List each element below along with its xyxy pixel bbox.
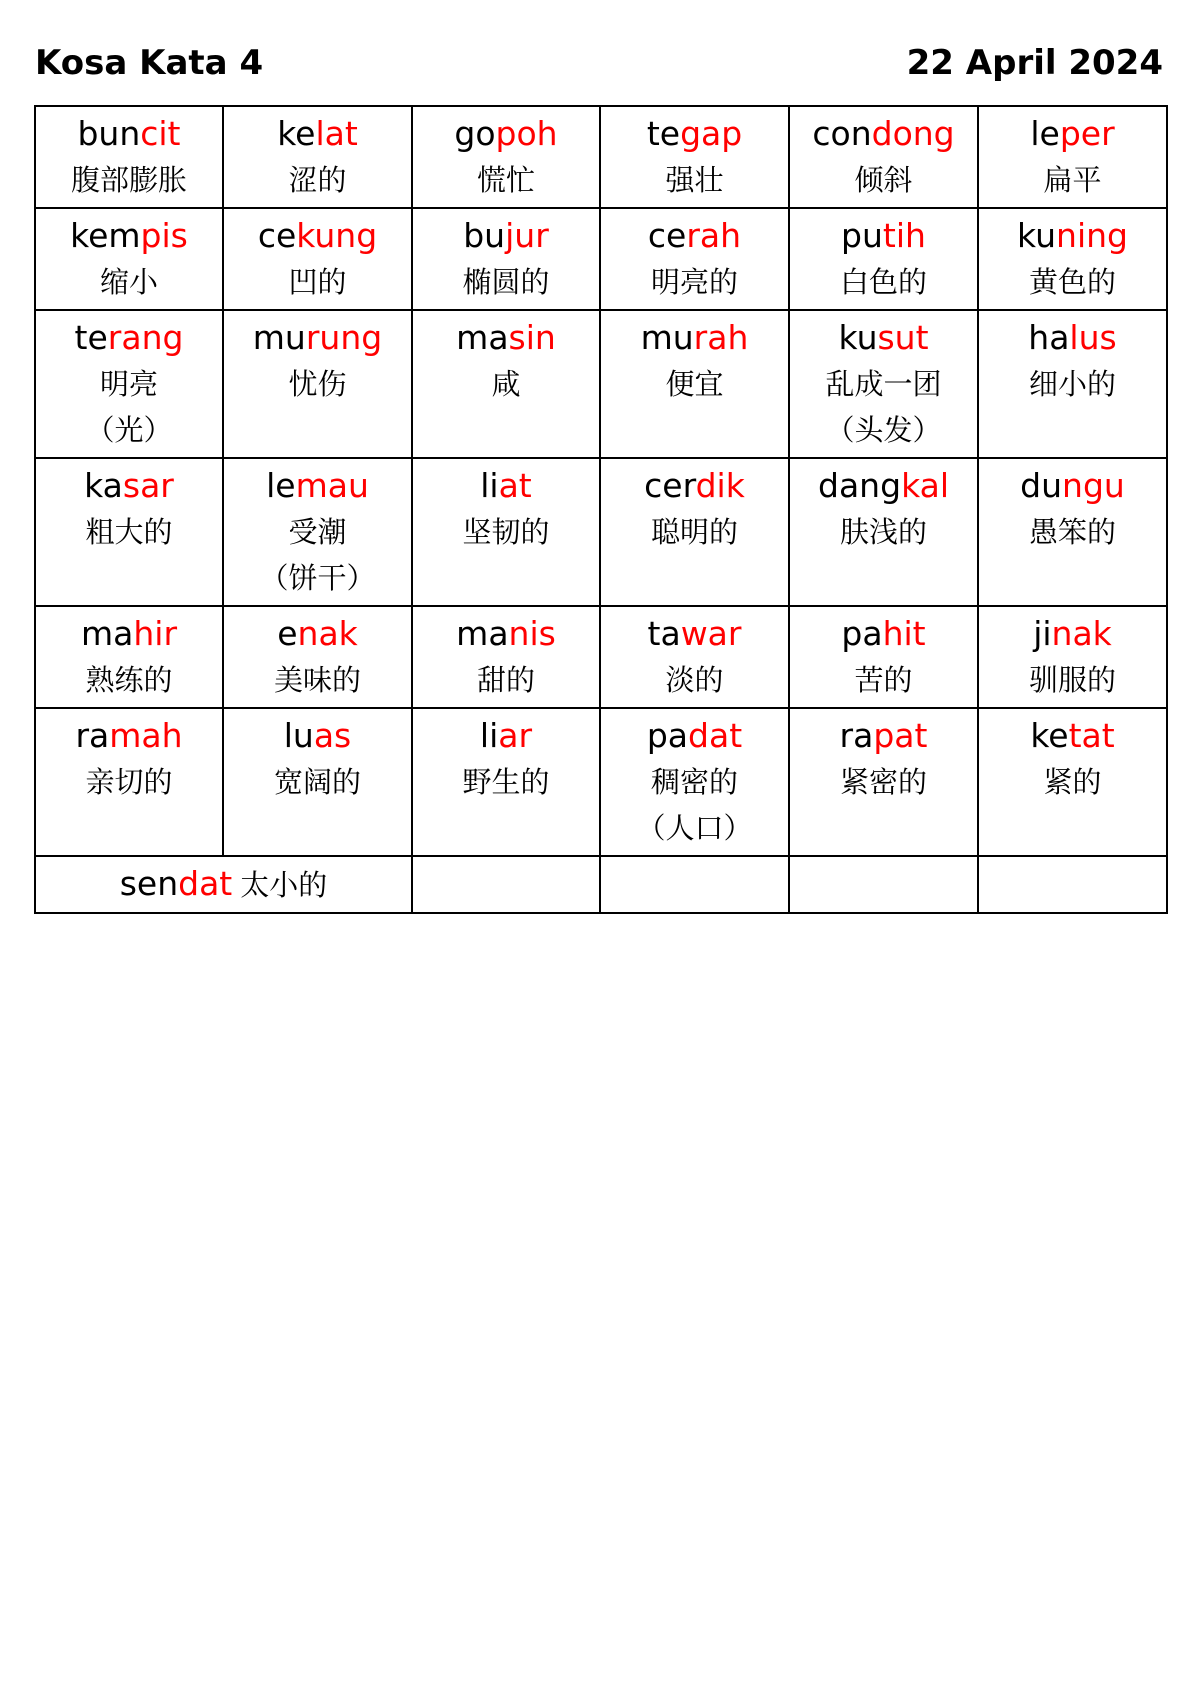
word-prefix: ku bbox=[1017, 216, 1057, 255]
malay-word bbox=[38, 213, 220, 259]
malay-word bbox=[603, 315, 786, 361]
vocab-cell-wide bbox=[35, 856, 412, 913]
malay-word bbox=[415, 713, 597, 759]
chinese-meaning: 涩的 bbox=[288, 163, 347, 197]
word-prefix: mu bbox=[640, 318, 694, 357]
malay-word bbox=[981, 213, 1164, 259]
word-prefix: li bbox=[479, 716, 499, 755]
malay-word bbox=[981, 611, 1164, 657]
chinese-meaning: 黄色的 bbox=[1028, 265, 1116, 299]
vocab-cell bbox=[412, 458, 600, 606]
malay-word bbox=[226, 111, 409, 157]
word-highlight: dik bbox=[695, 466, 745, 505]
chinese-meaning: 受潮 bbox=[288, 515, 347, 549]
page-title: Kosa Kata 4 bbox=[35, 43, 264, 83]
malay-word bbox=[226, 315, 409, 361]
vocab-cell bbox=[35, 106, 223, 208]
malay-word bbox=[603, 463, 786, 509]
malay-word bbox=[415, 611, 597, 657]
malay-word bbox=[415, 213, 597, 259]
vocab-cell bbox=[978, 208, 1167, 310]
word-prefix: e bbox=[277, 614, 298, 653]
vocab-cell bbox=[35, 708, 223, 856]
word-highlight: dat bbox=[688, 716, 743, 755]
malay-word bbox=[226, 611, 409, 657]
word-highlight: at bbox=[498, 466, 532, 505]
word-highlight: rah bbox=[686, 216, 742, 255]
malay-word bbox=[38, 463, 220, 509]
vocab-cell bbox=[789, 106, 978, 208]
word-prefix: ke bbox=[277, 114, 316, 153]
malay-word bbox=[792, 463, 975, 509]
malay-word bbox=[981, 713, 1164, 759]
word-highlight: hir bbox=[133, 614, 178, 653]
chinese-meaning: 乱成一团 bbox=[825, 367, 942, 401]
word-prefix: bun bbox=[77, 114, 141, 153]
malay-word bbox=[792, 713, 975, 759]
vocabulary-table bbox=[34, 105, 1168, 914]
word-prefix: ma bbox=[80, 614, 134, 653]
vocab-cell bbox=[223, 606, 412, 708]
table-row bbox=[35, 208, 1167, 310]
word-prefix: li bbox=[480, 466, 499, 505]
empty-cell bbox=[600, 856, 789, 913]
word-highlight: dong bbox=[871, 114, 955, 153]
vocab-cell bbox=[35, 458, 223, 606]
word-highlight: sin bbox=[508, 318, 556, 357]
table-row bbox=[35, 458, 1167, 606]
chinese-meaning: 宽阔的 bbox=[273, 765, 361, 799]
word-prefix: ra bbox=[75, 716, 110, 755]
meaning-note: （头发） bbox=[825, 413, 942, 447]
word-prefix: dang bbox=[818, 466, 902, 505]
vocab-cell bbox=[600, 310, 789, 458]
vocab-cell bbox=[978, 310, 1167, 458]
vocab-cell bbox=[35, 310, 223, 458]
word-prefix: le bbox=[266, 466, 296, 505]
word-prefix: cer bbox=[644, 466, 696, 505]
malay-word bbox=[792, 315, 975, 361]
page-header bbox=[35, 38, 1163, 88]
word-highlight: mah bbox=[109, 716, 183, 755]
malay-word bbox=[226, 213, 409, 259]
malay-word bbox=[415, 463, 597, 509]
malay-word bbox=[38, 713, 220, 759]
word-highlight: lat bbox=[315, 114, 358, 153]
word-highlight: rung bbox=[305, 318, 383, 357]
table-row bbox=[35, 310, 1167, 458]
word-prefix: pa bbox=[646, 716, 689, 755]
malay-word bbox=[120, 864, 233, 903]
meaning-note: （人口） bbox=[636, 811, 753, 845]
malay-word bbox=[603, 111, 786, 157]
malay-word bbox=[38, 611, 220, 657]
vocab-cell bbox=[978, 106, 1167, 208]
vocab-cell bbox=[789, 458, 978, 606]
vocab-cell bbox=[412, 606, 600, 708]
word-prefix: ka bbox=[84, 466, 123, 505]
word-prefix: ha bbox=[1028, 318, 1070, 357]
word-highlight: nak bbox=[1051, 614, 1112, 653]
word-highlight: jur bbox=[505, 216, 549, 255]
vocab-cell bbox=[978, 708, 1167, 856]
chinese-meaning: 忧伤 bbox=[288, 367, 347, 401]
word-highlight: lus bbox=[1069, 318, 1117, 357]
word-highlight: poh bbox=[495, 114, 558, 153]
vocab-cell bbox=[412, 208, 600, 310]
malay-word bbox=[603, 213, 786, 259]
word-prefix: ra bbox=[839, 716, 874, 755]
vocab-cell bbox=[223, 458, 412, 606]
page-date: 22 April 2024 bbox=[906, 43, 1163, 83]
chinese-meaning: 甜的 bbox=[476, 663, 535, 697]
vocab-cell bbox=[600, 606, 789, 708]
word-prefix: ke bbox=[1030, 716, 1069, 755]
meaning-note: （光） bbox=[85, 413, 173, 447]
chinese-meaning: 倾斜 bbox=[854, 163, 913, 197]
word-highlight: dat bbox=[178, 864, 233, 903]
malay-word bbox=[415, 111, 597, 157]
vocab-cell bbox=[223, 708, 412, 856]
word-highlight: kung bbox=[296, 216, 378, 255]
vocab-cell bbox=[600, 106, 789, 208]
empty-cell bbox=[789, 856, 978, 913]
vocab-cell bbox=[789, 208, 978, 310]
word-highlight: sut bbox=[877, 318, 929, 357]
chinese-meaning: 肤浅的 bbox=[839, 515, 927, 549]
word-highlight: rah bbox=[693, 318, 749, 357]
word-prefix: con bbox=[812, 114, 872, 153]
vocab-cell bbox=[789, 310, 978, 458]
chinese-meaning: 坚韧的 bbox=[462, 515, 550, 549]
word-prefix: ji bbox=[1033, 614, 1052, 653]
word-prefix: ce bbox=[257, 216, 297, 255]
word-prefix: pu bbox=[841, 216, 883, 255]
table-row bbox=[35, 856, 1167, 913]
empty-cell bbox=[412, 856, 600, 913]
word-highlight: rang bbox=[107, 318, 184, 357]
word-prefix: ce bbox=[647, 216, 687, 255]
chinese-meaning: 明亮 bbox=[99, 367, 158, 401]
vocab-cell bbox=[223, 208, 412, 310]
word-highlight: nis bbox=[508, 614, 556, 653]
malay-word bbox=[603, 713, 786, 759]
word-highlight: per bbox=[1059, 114, 1115, 153]
vocab-cell bbox=[978, 458, 1167, 606]
chinese-meaning: 亲切的 bbox=[85, 765, 173, 799]
word-highlight: as bbox=[313, 716, 352, 755]
vocab-cell bbox=[600, 208, 789, 310]
malay-word bbox=[981, 463, 1164, 509]
word-prefix: sen bbox=[119, 864, 179, 903]
table-row bbox=[35, 708, 1167, 856]
malay-word bbox=[792, 611, 975, 657]
word-prefix: ma bbox=[456, 614, 509, 653]
chinese-meaning: 美味的 bbox=[273, 663, 361, 697]
chinese-meaning: 紧的 bbox=[1043, 765, 1102, 799]
chinese-meaning: 紧密的 bbox=[839, 765, 927, 799]
malay-word bbox=[792, 213, 975, 259]
malay-word bbox=[603, 611, 786, 657]
word-prefix: mu bbox=[252, 318, 306, 357]
word-prefix: go bbox=[454, 114, 496, 153]
word-prefix: te bbox=[74, 318, 108, 357]
word-highlight: gap bbox=[680, 114, 743, 153]
word-highlight: mau bbox=[295, 466, 369, 505]
malay-word bbox=[415, 315, 597, 361]
chinese-meaning: 凹的 bbox=[288, 265, 347, 299]
word-highlight: sar bbox=[122, 466, 174, 505]
word-prefix: lu bbox=[283, 716, 314, 755]
word-highlight: tih bbox=[882, 216, 926, 255]
chinese-meaning: 太小的 bbox=[240, 868, 328, 902]
vocab-cell bbox=[789, 708, 978, 856]
table-row bbox=[35, 106, 1167, 208]
vocab-cell bbox=[35, 606, 223, 708]
word-prefix: ta bbox=[647, 614, 681, 653]
vocab-cell bbox=[412, 310, 600, 458]
chinese-meaning: 愚笨的 bbox=[1028, 515, 1116, 549]
table-row bbox=[35, 606, 1167, 708]
word-prefix: ma bbox=[456, 318, 509, 357]
malay-word bbox=[792, 111, 975, 157]
word-prefix: pa bbox=[841, 614, 883, 653]
malay-word bbox=[981, 315, 1164, 361]
chinese-meaning: 腹部膨胀 bbox=[70, 163, 187, 197]
chinese-meaning: 淡的 bbox=[665, 663, 724, 697]
word-highlight: hit bbox=[882, 614, 926, 653]
empty-cell bbox=[978, 856, 1167, 913]
chinese-meaning: 熟练的 bbox=[85, 663, 173, 697]
malay-word bbox=[38, 315, 220, 361]
vocab-cell bbox=[223, 106, 412, 208]
vocab-cell bbox=[412, 106, 600, 208]
chinese-meaning: 苦的 bbox=[854, 663, 913, 697]
chinese-meaning: 椭圆的 bbox=[462, 265, 550, 299]
malay-word bbox=[226, 463, 409, 509]
word-highlight: ngu bbox=[1062, 466, 1125, 505]
word-prefix: du bbox=[1020, 466, 1063, 505]
chinese-meaning: 驯服的 bbox=[1028, 663, 1116, 697]
word-highlight: war bbox=[680, 614, 742, 653]
chinese-meaning: 缩小 bbox=[99, 265, 158, 299]
chinese-meaning: 咸 bbox=[491, 367, 521, 401]
word-highlight: ar bbox=[498, 716, 533, 755]
chinese-meaning: 聪明的 bbox=[650, 515, 738, 549]
vocab-cell bbox=[223, 310, 412, 458]
chinese-meaning: 明亮的 bbox=[650, 265, 738, 299]
word-highlight: ning bbox=[1056, 216, 1128, 255]
vocab-cell bbox=[789, 606, 978, 708]
vocab-cell bbox=[412, 708, 600, 856]
word-prefix: bu bbox=[463, 216, 506, 255]
chinese-meaning: 便宜 bbox=[665, 367, 724, 401]
word-highlight: tat bbox=[1068, 716, 1115, 755]
chinese-meaning: 慌忙 bbox=[476, 163, 535, 197]
word-highlight: nak bbox=[297, 614, 358, 653]
malay-word bbox=[981, 111, 1164, 157]
vocab-cell bbox=[978, 606, 1167, 708]
word-prefix: te bbox=[646, 114, 681, 153]
word-highlight: pat bbox=[873, 716, 928, 755]
word-prefix: kem bbox=[70, 216, 141, 255]
chinese-meaning: 野生的 bbox=[462, 765, 550, 799]
chinese-meaning: 细小的 bbox=[1028, 367, 1116, 401]
word-highlight: cit bbox=[140, 114, 181, 153]
vocab-cell bbox=[600, 708, 789, 856]
chinese-meaning: 稠密的 bbox=[650, 765, 738, 799]
word-prefix: le bbox=[1030, 114, 1060, 153]
chinese-meaning: 强壮 bbox=[665, 163, 724, 197]
chinese-meaning: 粗大的 bbox=[85, 515, 173, 549]
chinese-meaning: 扁平 bbox=[1043, 163, 1102, 197]
word-prefix: ku bbox=[838, 318, 878, 357]
malay-word bbox=[226, 713, 409, 759]
word-highlight: kal bbox=[901, 466, 949, 505]
chinese-meaning: 白色的 bbox=[839, 265, 927, 299]
meaning-note: （饼干） bbox=[259, 561, 376, 595]
malay-word bbox=[38, 111, 220, 157]
word-highlight: pis bbox=[140, 216, 188, 255]
vocab-cell bbox=[35, 208, 223, 310]
vocab-cell bbox=[600, 458, 789, 606]
